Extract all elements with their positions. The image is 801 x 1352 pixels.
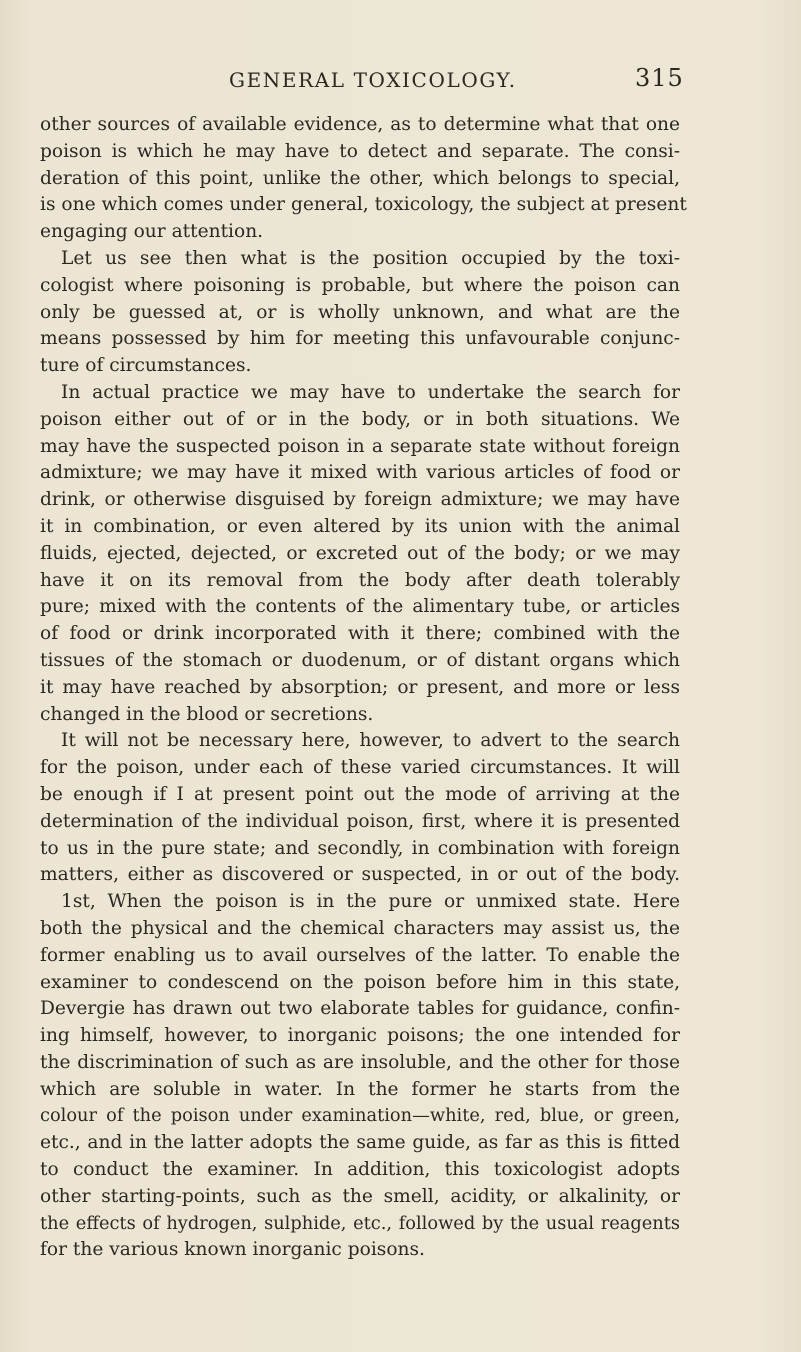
text-line: may have the suspected poison in a separate state without foreign xyxy=(40,435,680,457)
text-line: determination of the individual poison, first, where it is presented xyxy=(40,810,680,832)
text-line: cologist where poisoning is probable, but where the poison can xyxy=(40,274,680,296)
text-line: 1st, When the poison is in the pure or unmixed state. Here xyxy=(61,891,680,913)
text-line: which are soluble in water. In the former he starts from the xyxy=(40,1078,680,1100)
text-line: both the physical and the chemical characters may assist us, the xyxy=(40,917,680,939)
text-line: changed in the blood or secretions. xyxy=(40,703,374,725)
text-line: it in combination, or even altered by its union with the animal xyxy=(40,515,680,537)
text-line: deration of this point, unlike the other, which belongs to special, xyxy=(40,167,680,189)
text-line: for the various known inorganic poisons. xyxy=(40,1239,425,1261)
text-line: colour of the poison under examination—white, red, blue, or green, xyxy=(40,1105,680,1127)
text-line: In actual practice we may have to undertake the search for xyxy=(61,381,680,403)
text-line: poison either out of or in the body, or in both situations. We xyxy=(40,408,680,430)
text-line: drink, or otherwise disguised by foreign admixture; we may have xyxy=(40,489,680,511)
text-line: for the poison, under each of these varied circumstances. It will xyxy=(40,757,680,779)
text-line: etc., and in the latter adopts the same guide, as far as this is fitted xyxy=(40,1132,680,1154)
text-line: to conduct the examiner. In addition, this toxicologist adopts xyxy=(40,1159,680,1181)
text-line: of food or drink incorporated with it there; combined with the xyxy=(40,623,680,645)
text-line: ing himself, however, to inorganic poisons; the one intended for xyxy=(40,1025,680,1047)
text-line: other sources of available evidence, as to determine what that one xyxy=(40,114,680,135)
text-line: pure; mixed with the contents of the alimentary tube, or articles xyxy=(40,596,680,618)
text-line: only be guessed at, or is wholly unknown, and what are the xyxy=(40,301,680,323)
text-line: be enough if I at present point out the mode of arriving at the xyxy=(40,783,680,805)
text-line: Devergie has drawn out two elaborate tables for guidance, confin- xyxy=(40,998,680,1020)
text-line: examiner to condescend on the poison before him in this state, xyxy=(40,971,680,993)
text-line: It will not be necessary here, however, to advert to the search xyxy=(61,730,680,752)
text-line: admixture; we may have it mixed with various articles of food or xyxy=(40,462,680,484)
text-line: it may have reached by absorption; or present, and more or less xyxy=(40,676,680,698)
running-head: GENERAL TOXICOLOGY. xyxy=(229,68,517,92)
page-header xyxy=(0,64,801,98)
text-line: tissues of the stomach or duodenum, or of distant organs which xyxy=(40,649,680,671)
text-line: fluids, ejected, dejected, or excreted out of the body; or we may xyxy=(40,542,680,564)
text-line: engaging our attention. xyxy=(40,221,264,243)
text-line: the discrimination of such as are insoluble, and the other for those xyxy=(40,1051,680,1073)
text-line: the effects of hydrogen, sulphide, etc., followed by the usual reagents xyxy=(40,1212,680,1234)
text-line: to us in the pure state; and secondly, in combination with foreign xyxy=(40,837,680,859)
text-line: Let us see then what is the position occupied by the toxi- xyxy=(61,247,680,269)
text-line: other starting-points, such as the smell, acidity, or alkalinity, or xyxy=(40,1185,680,1207)
page-number: 315 xyxy=(635,64,684,92)
text-line: ture of circumstances. xyxy=(40,355,252,377)
text-line: poison is which he may have to detect and separate. The consi- xyxy=(40,140,680,162)
text-line: means possessed by him for meeting this unfavourable conjunc- xyxy=(40,328,680,350)
text-line: matters, either as discovered or suspected, in or out of the body. xyxy=(40,864,680,886)
body-text xyxy=(40,112,687,1264)
text-line: is one which comes under general, toxicology, the subject at present xyxy=(40,194,687,216)
text-line: have it on its removal from the body after death tolerably xyxy=(40,569,680,591)
text-line: former enabling us to avail ourselves of the latter. To enable the xyxy=(40,944,680,966)
